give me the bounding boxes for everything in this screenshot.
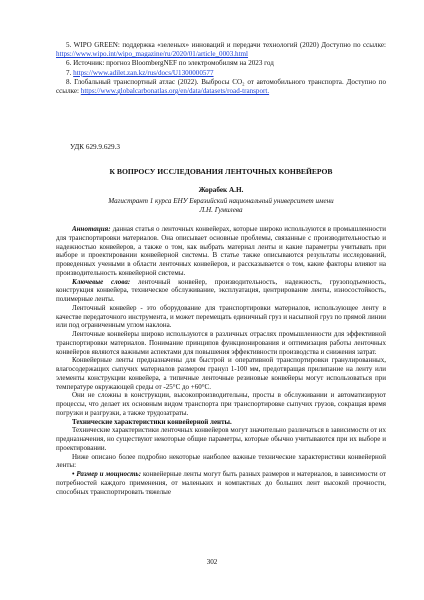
reference-7-link[interactable]: https://www.adilet.zan.kz/rus/docs/U1300000577 bbox=[73, 68, 214, 77]
reference-6 bbox=[56, 59, 386, 68]
bullet-item bbox=[56, 470, 386, 496]
bullet-label: • Размер и мощность: bbox=[72, 470, 142, 478]
body-paragraph-3: Конвейерные ленты предназначены для быстрой и оперативной транспортировки гранулированных, влагосодержащих сыпучих материалов размером гранул 1-100 мм, предотвращая прилипание на ленту или элементы конструкции конвейера, а типичные ленточные резиновые конвейеры могут использоваться при температуре окружающей среды от -25°C до +60°C. bbox=[56, 356, 386, 391]
article-body bbox=[56, 225, 386, 496]
reference-8 bbox=[56, 78, 386, 96]
bullet-text: конвейерные ленты могут быть разных размеров и материалов, в зависимости от потребностей каждого применения, от маленьких и компактных до больших лент высокой прочности, способных транспортировать тяжелые bbox=[56, 470, 386, 496]
author-affiliation bbox=[56, 197, 386, 215]
keywords-paragraph bbox=[56, 278, 386, 304]
keywords-text: ленточный конвейер, производительность, надежность, грузоподъемность, конструкция конвейера, техническое обслуживание, эксплуатация, центрирование ленты, износостойкость, полимерные ленты. bbox=[56, 277, 387, 303]
reference-5 bbox=[56, 41, 386, 59]
body-paragraph-1: Ленточный конвейер - это оборудование для транспортировки материалов, использующее ленту в качестве передаточного инструмента, и может перемещать единичный груз и насыпной груз по прямой линии или под ограниченным углом наклона. bbox=[56, 303, 386, 330]
body-paragraph-4: Они не сложны в конструкции, высокопроизводительны, просты в обслуживании и автоматизируют процессы, что делает их основным видом транспорта при транспортировке сыпучих грузов, сокращая время погрузки и разгрузки, а также трудозатраты. bbox=[56, 391, 386, 417]
affiliation-line-1: Магистрант 1 курса ЕНУ Евразийский национальный университет имени bbox=[108, 197, 334, 205]
udc-code: УДК 629.9.629.3 bbox=[70, 143, 120, 151]
reference-7-number: 7. bbox=[66, 68, 72, 77]
article-title: К ВОПРОСУ ИССЛЕДОВАНИЯ ЛЕНТОЧНЫХ КОНВЕЙЕРОВ bbox=[109, 167, 333, 176]
section-heading: Технические характеристики конвейерной ленты. bbox=[72, 417, 232, 426]
abstract-label: Аннотация: bbox=[72, 225, 111, 233]
page-number: 302 bbox=[206, 558, 218, 566]
reference-7 bbox=[56, 69, 386, 78]
reference-8-link[interactable]: https://www.globalcarbonatlas.org/en/data/datasets/road-transport. bbox=[80, 87, 270, 96]
abstract-paragraph bbox=[56, 225, 386, 278]
keywords-label: Ключевые слова: bbox=[72, 277, 131, 286]
affiliation-line-2: Л.Н. Гумилева bbox=[199, 206, 243, 215]
reference-6-text: 6. Источник: прогноз BloombergNEF по электромобилям на 2023 год bbox=[66, 59, 274, 68]
abstract-text: данная статья о ленточных конвейерах, которые широко используются в промышленности для транспортировки материалов. Она описывает основные проблемы, связанные с производительностью и надежностью конвейеров, а также о том, как выбрать материал ленты и какие параметры учитывать при выборе и проектировании конвейерной системы. В статье также описываются результаты исследований, проведенных учеными в области ленточных конвейеров, и рассказывается о том, какие факторы влияют на производительность конвейерной системы. bbox=[56, 225, 386, 277]
reference-5-link[interactable]: https://www.wipo.int/wipo_magazine/ru/2020/01/article_0003.html bbox=[56, 50, 249, 59]
reference-list bbox=[56, 41, 386, 96]
reference-8-text: 8. Глобальный транспортный атлас (2022). Выбросы CO₂ от автомобильного транспорта. Доступно по ссылке: bbox=[56, 77, 386, 96]
body-paragraph-6: Ниже описано более подробно некоторые наиболее важные технические характеристики конвейерной ленты: bbox=[56, 452, 386, 470]
body-paragraph-2: Ленточные конвейеры широко используются в различных отраслях промышленности для эффективной транспортировки материалов. Понимание принципов функционирования и оптимизация работы ленточных конвейеров являются важными аспектами для повышения эффективности производства и снижения затрат. bbox=[56, 330, 386, 356]
reference-5-text: 5. WIPO GREEN: поддержка «зеленых» инноваций и передачи технологий (2020) Доступно по ссылке: bbox=[66, 41, 386, 49]
author-name: Жорабек А.Н. bbox=[198, 186, 244, 194]
body-paragraph-5: Технические характеристики ленточных конвейеров могут значительно различаться в зависимости от их предназначения, но существуют некоторые общие параметры, которые обычно учитываются при их выборе и проектировании. bbox=[56, 426, 386, 452]
